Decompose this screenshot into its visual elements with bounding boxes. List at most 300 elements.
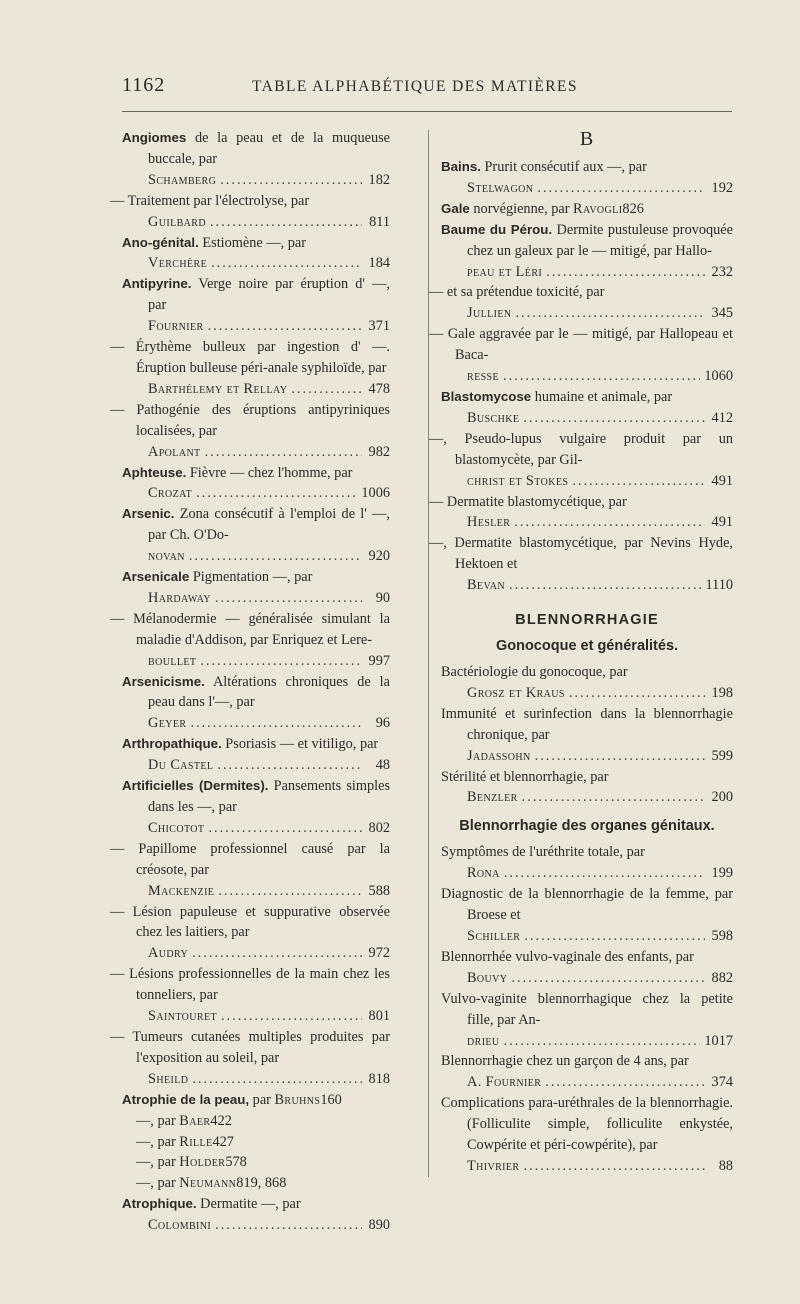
entry-headword: Arsenicisme. [122, 673, 205, 689]
author-name: Crozat [148, 485, 193, 502]
entry-leader-line [122, 546, 390, 567]
entry-description: Dermite pustuleuse provoquée chez un galeux par le — mitigé, par Hallo- [467, 221, 733, 259]
header-rule [122, 111, 732, 112]
entry-headword: Artificielles (Dermites). [122, 778, 269, 794]
index-entry [441, 220, 733, 283]
entry-description: Altérations chroniques de la peau dans l'—, par [148, 673, 390, 711]
entry-text [110, 609, 390, 651]
entry-text [110, 964, 390, 1006]
entry-text [122, 504, 390, 546]
leader-dots [515, 303, 705, 324]
page-reference: 198 [711, 684, 733, 701]
author-name: Rille [179, 1133, 213, 1150]
index-entry [441, 387, 733, 429]
entry-text [122, 1090, 390, 1111]
index-entry [122, 233, 390, 275]
entry-leader-line [122, 818, 390, 839]
page-reference: 882 [711, 969, 733, 986]
page-reference: 826 [622, 200, 644, 217]
entry-description: Diagnostic de la blennorrhagie de la femme, par Broese et [441, 886, 733, 924]
leader-dots [503, 366, 700, 387]
entry-description: — Lésions professionnelles de la main chez les tonneliers, par [110, 966, 390, 1004]
entry-leader-line [122, 442, 390, 463]
index-entry [122, 128, 390, 191]
index-entry [110, 191, 390, 233]
entry-description: Verge noire par éruption d' —, par [148, 276, 390, 314]
entry-text [110, 902, 390, 944]
right-column [429, 128, 733, 1177]
entry-text [441, 947, 733, 968]
entry-description: — Érythème bulleux par ingestion d' —. Éruption bulleuse péri-anale syphiloïde, par [110, 339, 390, 376]
index-entry [441, 947, 733, 989]
author-name: resse [467, 368, 500, 385]
entry-text [429, 282, 733, 303]
leader-dots [211, 253, 362, 274]
leader-dots [190, 713, 362, 734]
author-name: Colombini [148, 1217, 212, 1234]
index-entry [429, 492, 733, 534]
entry-text [122, 734, 390, 755]
page-reference: 972 [368, 945, 390, 962]
entry-headword: Aphteuse. [122, 464, 187, 480]
entry-description: Dermatite —, par [196, 1196, 301, 1213]
entry-headword: Atrophique. [122, 1196, 197, 1212]
entry-leader-line [122, 483, 390, 504]
leader-dots [535, 746, 705, 767]
page-reference: 96 [375, 715, 390, 732]
entry-description: —, par [136, 1112, 180, 1129]
page-reference: 182 [368, 171, 390, 188]
entry-text [122, 672, 390, 714]
leader-dots [208, 316, 362, 337]
entry-text [122, 233, 390, 254]
page-reference: 184 [368, 255, 390, 272]
author-name: Buschke [467, 409, 520, 426]
index-entry [122, 463, 390, 505]
entry-leader-line [122, 588, 390, 609]
entry-description: —, Dermatite blastomycétique, par Nevins Hyde, Hektoen et [429, 535, 733, 573]
index-entry [110, 964, 390, 1027]
entry-description: norvégienne, par [469, 200, 574, 217]
leader-dots [210, 212, 362, 233]
entry-text [110, 337, 390, 379]
author-name: Jullien [467, 305, 512, 322]
author-name: Mackenzie [148, 882, 215, 899]
author-name: Du Castel [148, 757, 214, 774]
entry-text [110, 1027, 390, 1069]
section-title-blennorrhagie: BLENNORRHAGIE [515, 612, 659, 629]
entry-leader-line [441, 366, 733, 387]
author-name: Rona [467, 865, 500, 882]
index-entry [441, 1051, 733, 1093]
page-reference: 200 [711, 789, 733, 806]
entry-text [122, 1132, 390, 1153]
subtitle-gonocoque: Gonocoque et généralités. [495, 638, 679, 655]
leader-dots [504, 1031, 701, 1052]
entry-description: de la peau et de la muqueuse buccale, par [148, 130, 390, 167]
author-name: Bevan [467, 577, 506, 594]
leader-dots [192, 1069, 362, 1090]
author-name: Benzler [467, 789, 518, 806]
index-entry [122, 1090, 390, 1111]
entry-description: Symptômes de l'uréthrite totale, par [441, 844, 645, 861]
entry-description: Immunité et surinfection dans la blennorrhagie chronique, par [441, 705, 733, 743]
author-name: Sheild [148, 1070, 189, 1087]
entry-leader-line [122, 379, 390, 400]
leader-dots [524, 926, 705, 947]
entry-leader-line [441, 926, 733, 947]
page-reference: 374 [711, 1074, 733, 1091]
page-reference: 920 [368, 548, 390, 565]
entry-leader-line [441, 575, 733, 596]
entry-headword: Arsenicale [122, 569, 190, 585]
leader-dots [192, 943, 362, 964]
page-reference: 578 [225, 1154, 247, 1171]
index-entry [122, 1132, 390, 1153]
page-reference: 1006 [361, 485, 390, 502]
author-name: Chicotot [148, 819, 205, 836]
author-name: Audry [148, 945, 189, 962]
leader-dots [524, 1156, 706, 1177]
leader-dots [208, 818, 362, 839]
page-reference: 199 [711, 865, 733, 882]
entry-text [122, 1111, 390, 1132]
entry-description: — Pathogénie des éruptions antipyriniques localisées, par [110, 401, 390, 439]
entry-text [110, 839, 390, 881]
entry-description: Bactériologie du gonocoque, par [441, 664, 628, 681]
entry-headword: Bains. [441, 159, 481, 174]
entry-headword: Baume du Pérou. [441, 221, 553, 237]
page-reference: 890 [368, 1217, 390, 1234]
leader-dots [291, 379, 362, 400]
page-reference: 997 [368, 652, 390, 669]
entry-description: humaine et animale, par [531, 388, 673, 405]
entry-text [110, 191, 390, 212]
entry-description: Blennorrhagie chez un garçon de 4 ans, par [441, 1053, 689, 1070]
leader-dots [511, 968, 705, 989]
index-entry [122, 672, 390, 735]
index-entry [441, 704, 733, 767]
entry-description: — Traitement par l'électrolyse, par [110, 192, 310, 209]
entry-leader-line [122, 212, 390, 233]
page-reference: 802 [368, 819, 390, 836]
leader-dots [572, 471, 705, 492]
entry-leader-line [441, 408, 733, 429]
entry-description: Blennorrhée vulvo-vaginale des enfants, par [441, 948, 694, 965]
leader-dots [537, 178, 705, 199]
entry-text [441, 884, 733, 926]
author-name: Schamberg [148, 171, 217, 188]
entry-leader-line [441, 512, 733, 533]
page-reference: 345 [711, 305, 733, 322]
leader-dots [504, 863, 705, 884]
entry-leader-line [122, 881, 390, 902]
gonocoque-entries [441, 662, 733, 808]
author-name: Grosz et Kraus [467, 684, 565, 701]
index-entry [429, 429, 733, 492]
entry-leader-line [441, 471, 733, 492]
leader-dots [215, 1215, 362, 1236]
entry-text [441, 767, 733, 788]
entry-description: Prurit consécutif aux —, par [480, 159, 647, 175]
entry-text [441, 1093, 733, 1156]
running-title: TABLE ALPHABÉTIQUE DES MATIÈRES [252, 78, 578, 95]
entry-headword: Angiomes [122, 130, 187, 145]
entry-text [429, 533, 733, 575]
entry-text [441, 157, 733, 178]
entry-text [441, 1051, 733, 1072]
entry-text [122, 1173, 390, 1194]
page-number: 1162 [122, 74, 166, 96]
entry-text [441, 387, 733, 408]
entry-leader-line [122, 1215, 390, 1236]
page-reference: 371 [368, 318, 390, 335]
entry-headword: Atrophie de la peau, [122, 1091, 250, 1107]
entry-text [429, 429, 733, 471]
index-entry [122, 504, 390, 567]
entry-leader-line [441, 863, 733, 884]
entry-leader-line [122, 253, 390, 274]
index-entry [441, 767, 733, 809]
author-name: Guilbard [148, 213, 206, 230]
entry-leader-line [122, 1006, 390, 1027]
entry-description: Pigmentation —, par [189, 569, 313, 586]
page-reference: 982 [368, 443, 390, 460]
index-entry [441, 842, 733, 884]
entry-text [122, 463, 390, 484]
index-entry [122, 1152, 390, 1173]
entry-leader-line [122, 943, 390, 964]
leader-dots [221, 1006, 362, 1027]
entry-leader-line [441, 968, 733, 989]
entry-leader-line [441, 178, 733, 199]
entry-description: — Dermatite blastomycétique, par [429, 493, 627, 510]
subtitle-organes-genitaux: Blennorrhagie des organes génitaux. [459, 818, 715, 835]
entry-text [441, 662, 733, 683]
page-reference: 90 [375, 589, 390, 606]
page-reference: 1110 [705, 577, 733, 594]
author-name: Fournier [148, 318, 204, 335]
entry-leader-line [441, 1031, 733, 1052]
author-name: Neumann [179, 1175, 237, 1192]
index-entry [122, 567, 390, 609]
author-name: Ravogli [573, 200, 623, 217]
page-reference: 491 [711, 472, 733, 489]
author-name: Holder [179, 1154, 226, 1171]
entry-leader-line [441, 746, 733, 767]
leader-dots [522, 787, 705, 808]
author-name: Barthélemy et Rellay [148, 380, 288, 397]
author-name: christ et Stokes [467, 472, 569, 489]
index-entry [429, 324, 733, 387]
entry-description: Stérilité et blennorrhagie, par [441, 768, 609, 785]
index-entry [441, 199, 733, 220]
entry-text [122, 1152, 390, 1173]
entry-text [122, 1194, 390, 1215]
entry-leader-line [122, 316, 390, 337]
entry-headword: Arsenic. [122, 506, 175, 522]
author-name: novan [148, 548, 185, 565]
author-name: Jadassohn [467, 747, 531, 764]
entry-leader-line [441, 262, 733, 283]
page-reference: 811 [369, 213, 390, 230]
entry-text [441, 842, 733, 863]
entry-leader-line [122, 651, 390, 672]
index-entry [110, 902, 390, 965]
page-reference: 160 [320, 1091, 342, 1108]
index-entry [122, 776, 390, 839]
index-entry [110, 839, 390, 902]
author-name: Stelwagon [467, 179, 534, 196]
index-entry [110, 337, 390, 400]
entry-description: —, par [136, 1133, 180, 1150]
entry-text [429, 324, 733, 366]
leader-dots [545, 1072, 705, 1093]
page-reference: 599 [711, 747, 733, 764]
index-entry [441, 884, 733, 947]
page-reference: 491 [711, 514, 733, 531]
entry-description: —, par [136, 1154, 180, 1171]
entry-description: —, Pseudo-lupus vulgaire produit par un blastomycète, par Gil- [429, 430, 733, 468]
entry-leader-line [441, 303, 733, 324]
entry-leader-line [122, 713, 390, 734]
index-entry [110, 1027, 390, 1090]
entry-headword: Arthropathique. [122, 736, 222, 752]
index-entry [110, 400, 390, 463]
index-entry [110, 609, 390, 672]
entry-description: Estiomène —, par [198, 234, 307, 251]
entry-text [122, 776, 390, 818]
entry-headword: Ano-génital. [122, 234, 199, 250]
leader-dots [215, 588, 362, 609]
author-name: Saintouret [148, 1008, 217, 1025]
leader-dots [196, 483, 357, 504]
entry-text [122, 567, 390, 588]
author-name: Apolant [148, 443, 201, 460]
index-entry [441, 1093, 733, 1177]
leader-dots [523, 408, 705, 429]
leader-dots [546, 262, 705, 283]
entry-leader-line [441, 683, 733, 704]
author-name: peau et Léri [467, 263, 543, 280]
page-reference: 818 [368, 1070, 390, 1087]
leader-dots [514, 512, 705, 533]
page-reference: 598 [711, 928, 733, 944]
index-entry [122, 734, 390, 776]
page-reference: 88 [718, 1157, 733, 1174]
left-column [110, 128, 391, 1236]
index-entry [122, 274, 390, 337]
author-name: Geyer [148, 715, 187, 732]
page-header [122, 74, 730, 100]
leader-dots [217, 755, 362, 776]
page-reference: 48 [375, 757, 390, 774]
entry-description: — Mélanodermie — généralisée simulant la maladie d'Addison, par Enriquez et Lere- [110, 610, 390, 648]
entry-description: Fièvre — chez l'homme, par [186, 464, 353, 481]
author-name: Thivrier [467, 1157, 520, 1174]
author-name: Hardaway [148, 589, 211, 606]
page-reference: 1060 [704, 368, 733, 385]
entry-text [122, 128, 390, 170]
index-entry [429, 282, 733, 324]
leader-dots [220, 170, 362, 191]
entry-text [110, 400, 390, 442]
author-name: Verchère [148, 255, 208, 272]
leader-dots [569, 683, 705, 704]
index-entry [441, 989, 733, 1052]
author-name: Schiller [467, 928, 521, 944]
entry-leader-line [122, 170, 390, 191]
organes-entries [441, 842, 733, 1177]
page-reference: 232 [711, 263, 733, 280]
entry-description: Complications para-uréthrales de la blennorrhagie. (Folliculite simple, folliculite enkystée, Cowpérite et péri-cowpérite), par [441, 1095, 733, 1154]
entry-description: Psoriasis — et vitiligo, par [221, 736, 379, 753]
entry-description: — Lésion papuleuse et suppurative observée chez les laitiers, par [110, 903, 390, 941]
index-entry [441, 157, 733, 199]
page-reference: 422 [210, 1112, 232, 1129]
entry-leader-line [441, 787, 733, 808]
entry-leader-line [122, 1069, 390, 1090]
author-name: A. Fournier [467, 1074, 542, 1091]
author-name: Bouvy [467, 969, 508, 986]
entry-text [441, 199, 733, 220]
entry-headword: Blastomycose [441, 388, 532, 404]
entry-text [122, 274, 390, 316]
entry-description: — Papillome professionnel causé par la créosote, par [110, 840, 390, 878]
section-letter-b: B [579, 128, 595, 150]
leader-dots [218, 881, 362, 902]
entry-leader-line [441, 1156, 733, 1177]
entry-description: par [249, 1091, 275, 1108]
entry-headword: Gale [441, 200, 470, 216]
author-name: Hesler [467, 514, 511, 531]
entry-description: — Tumeurs cutanées multiples produites par l'exposition au soleil, par [110, 1028, 390, 1066]
page-reference: 801 [368, 1008, 390, 1025]
entry-description: Vulvo-vaginite blennorrhagique chez la petite fille, par An- [441, 990, 733, 1028]
page-reference: 819, 868 [236, 1175, 287, 1192]
entry-leader-line [441, 1072, 733, 1093]
index-entry [441, 662, 733, 704]
author-name: Bruhns [274, 1091, 321, 1108]
entry-text [429, 492, 733, 513]
entry-leader-line [122, 755, 390, 776]
b-entries [429, 157, 733, 596]
page-reference: 1017 [704, 1032, 733, 1049]
author-name: boullet [148, 652, 197, 669]
entry-description: Zona consécutif à l'emploi de l' —, par Ch. O'Do- [148, 506, 390, 544]
leader-dots [509, 575, 701, 596]
author-name: Baer [179, 1112, 211, 1129]
entry-description: — Gale aggravée par le — mitigé, par Hallopeau et Baca- [429, 326, 733, 364]
page-reference: 192 [711, 179, 733, 196]
entry-text [441, 220, 733, 262]
index-entry [122, 1111, 390, 1132]
entry-description: —, par [136, 1175, 180, 1192]
author-name: drieu [467, 1032, 500, 1049]
page-reference: 412 [711, 409, 733, 426]
page-reference: 427 [212, 1133, 234, 1150]
entry-text [441, 989, 733, 1031]
index-entry [429, 533, 733, 596]
entry-text [441, 704, 733, 746]
entry-description: — et sa prétendue toxicité, par [429, 284, 605, 301]
leader-dots [205, 442, 362, 463]
leader-dots [200, 651, 362, 672]
entry-headword: Antipyrine. [122, 276, 192, 292]
page-reference: 478 [368, 380, 390, 397]
entry-description: Pansements simples dans les —, par [148, 778, 391, 815]
page-reference: 588 [368, 882, 390, 899]
